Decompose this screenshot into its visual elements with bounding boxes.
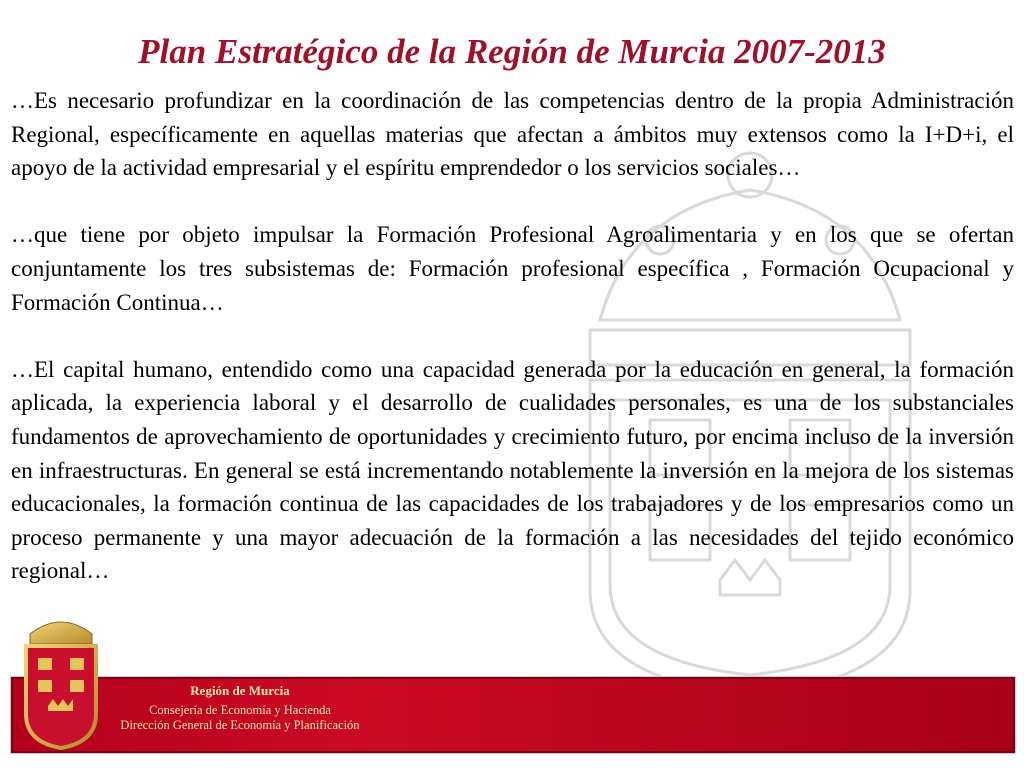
paragraph-3: …El capital humano, entendido como una capacidad generada por la educación en general, la formación aplicada, la experiencia laboral y el desarrollo de cualidades personales, es una de los substanciales fundamentos de aprovechamiento de oportunidades y crecimiento futuro, por encima incluso de la inversión en infraestructuras. En general se está incrementando notablemente la inversión en la mejora de los sistemas educacionales, la formación continua de las capacidades de los trabajadores y de los empresarios como un proceso permanente y una mayor adecuación de la formación a las necesidades del tejido económico regional… bbox=[11, 356, 1014, 584]
footer-line-2: Dirección General de Economía y Planificación bbox=[120, 718, 360, 732]
paragraph-1: …Es necesario profundizar en la coordinación de las competencias dentro de la propia Administración Regional, específicamente en aquellas materias que afectan a ámbitos muy extensos como la I+D+i, el apoyo de la actividad empresarial y el espíritu emprendedor o los servicios sociales… bbox=[11, 88, 1014, 181]
footer-brand: Región de Murcia bbox=[190, 683, 290, 698]
page-title: Plan Estratégico de la Región de Murcia 2007-2013 bbox=[138, 32, 886, 71]
body-text bbox=[11, 84, 1014, 588]
footer-department bbox=[0, 703, 480, 733]
footer-line-1: Consejería de Economía y Hacienda bbox=[149, 703, 331, 717]
paragraph-2: …que tiene por objeto impulsar la Formación Profesional Agroalimentaria y en los que se ofertan conjuntamente los tres subsistemas de: Formación profesional específica , Formación Ocupacional y Formación Continua… bbox=[11, 222, 1014, 315]
